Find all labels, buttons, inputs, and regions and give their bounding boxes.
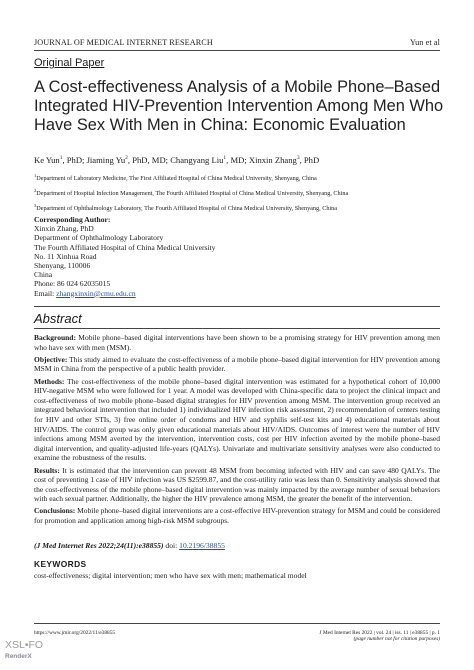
xslfo-renderx-logo: XSL•FO RenderX [5,639,44,660]
abstract-top-divider [34,306,440,307]
abstract-heading-divider [34,328,440,329]
corresponding-line: Department of Ophthalmology Laboratory [34,233,164,243]
abstract-background: Background: Mobile phone–based digital interventions have been shown to be a promising strategy for HIV prevention among men who have sex with men (MSM). [34,333,440,352]
author: Xinxin Zhang$^3$, PhD [248,155,320,165]
affiliation: $^3$Department of Ophthalmology Laboratory, The Fourth Affiliated Hospital of China Medical University, Shenyang, China [34,203,337,213]
footer-note: (page number not for citation purposes) [353,636,440,642]
corresponding-line: Phone: 86 024 62035015 [34,279,111,289]
header-divider [34,50,440,51]
corresponding-label: Corresponding Author: [34,215,111,224]
footer-url: https://www.jmir.org/2022/11/e38855 [34,630,116,636]
affiliation: $^2$Department of Hospital Infection Management, The Fourth Affiliated Hospital of China Medical University, Shenyang, China [34,188,349,198]
footer-divider [34,623,440,624]
journal-name: JOURNAL OF MEDICAL INTERNET RESEARCH [34,38,213,47]
corresponding-line: No. 11 Xinhua Road [34,251,97,261]
citation: (J Med Internet Res 2022;24(11):e38855) doi: 10.2196/38855 [34,541,225,550]
abstract-body [34,333,440,528]
abstract-heading: Abstract [34,311,82,326]
footer-citation: J Med Internet Res 2022 | vol. 24 | iss. 11 | e38855 | p. 1 (page number not for citation purposes) [319,630,440,642]
article-title: A Cost-effectiveness Analysis of a Mobile Phone–Based Integrated HIV-Prevention Intervention Among Men Who Have Sex With Men in China: Economic Evaluation [34,78,444,134]
keywords-heading: KEYWORDS [34,559,87,569]
abstract-methods: Methods: The cost-effectiveness of the mobile phone–based digital intervention was estimated for a hypothetical cohort of 10,000 HIV-negative MSM who were followed for 1 year. A model was developed with China-specific data to project the clinical impact and cost-effectiveness of two mobile phone–based digital strategies for HIV prevention among MSM. The intervention group received an integrated behavioral intervention that included 1) individualized HIV infection risk assessment, 2) recommendation of centers testing for HIV and other STIs, 3) free online order of condoms and HIV and syphilis self-test kits and 4) educational materials about HIV/AIDS. The control group was only given educational materials about HIV/AIDS. Outcomes of interest were the number of HIV infections among MSM averted by the intervention, intervention costs, cost per HIV infection averted by the mobile phone–based digital intervention, and quality-adjusted life-years (QALYs). Univariate and multivariate sensitivity analyses were also conducted to examine the robustness of the results. [34,376,440,463]
author-list [34,155,319,165]
corresponding-line: Xinxin Zhang, PhD [34,224,94,234]
affiliation: $^1$Department of Laboratory Medicine, The First Affiliated Hospital of China Medical University, Shenyang, China [34,173,317,183]
affiliations [34,170,444,215]
corresponding-line: Shenyang, 110006 [34,261,91,271]
email-line: Email: zhangxinxin@cmu.edu.cn [34,288,136,298]
doi-link[interactable]: 10.2196/38855 [179,541,225,550]
abstract-objective: Objective: This study aimed to evaluate the cost-effectiveness of a mobile phone–based digital intervention for HIV prevention among MSM in China from the perspective of a public health provider. [34,354,440,374]
author: Ke Yun$^1$, PhD; [34,155,87,165]
author: Jiaming Yu$^2$, PhD, MD; [86,155,171,165]
email-link[interactable]: zhangxinxin@cmu.edu.cn [56,288,136,298]
author: Changyang Liu$^1$, MD; [170,155,249,165]
abstract-conclusions: Conclusions: Mobile phone–based digital interventions are a cost-effective HIV-prevention strategy for MSM and could be considered for promotion and application among high-risk MSM subgroups. [34,506,440,526]
corresponding-line: The Fourth Affiliated Hospital of China Medical University [34,242,216,252]
abstract-results: Results: It is estimated that the intervention can prevent 48 MSM from becoming infected with HIV and can save 480 QALYs. The cost of preventing 1 case of HIV infection was US $2599.87, and the cost-utility ratio was less than 0. Sensitivity analysis showed that the cost-effectiveness of the mobile phone–based digital intervention was mainly impacted by the average number of sexual behaviors with each sexual partner. Additionally, the higher the HIV prevalence among MSM, the greater the benefit of the intervention. [34,465,440,504]
keywords-list: cost-effectiveness; digital intervention; men who have sex with men; mathematical model [34,571,307,580]
corresponding-line: China [34,270,53,280]
article-type: Original Paper [34,57,105,69]
corresponding-author [34,215,215,298]
running-authors: Yun et al [409,38,440,47]
